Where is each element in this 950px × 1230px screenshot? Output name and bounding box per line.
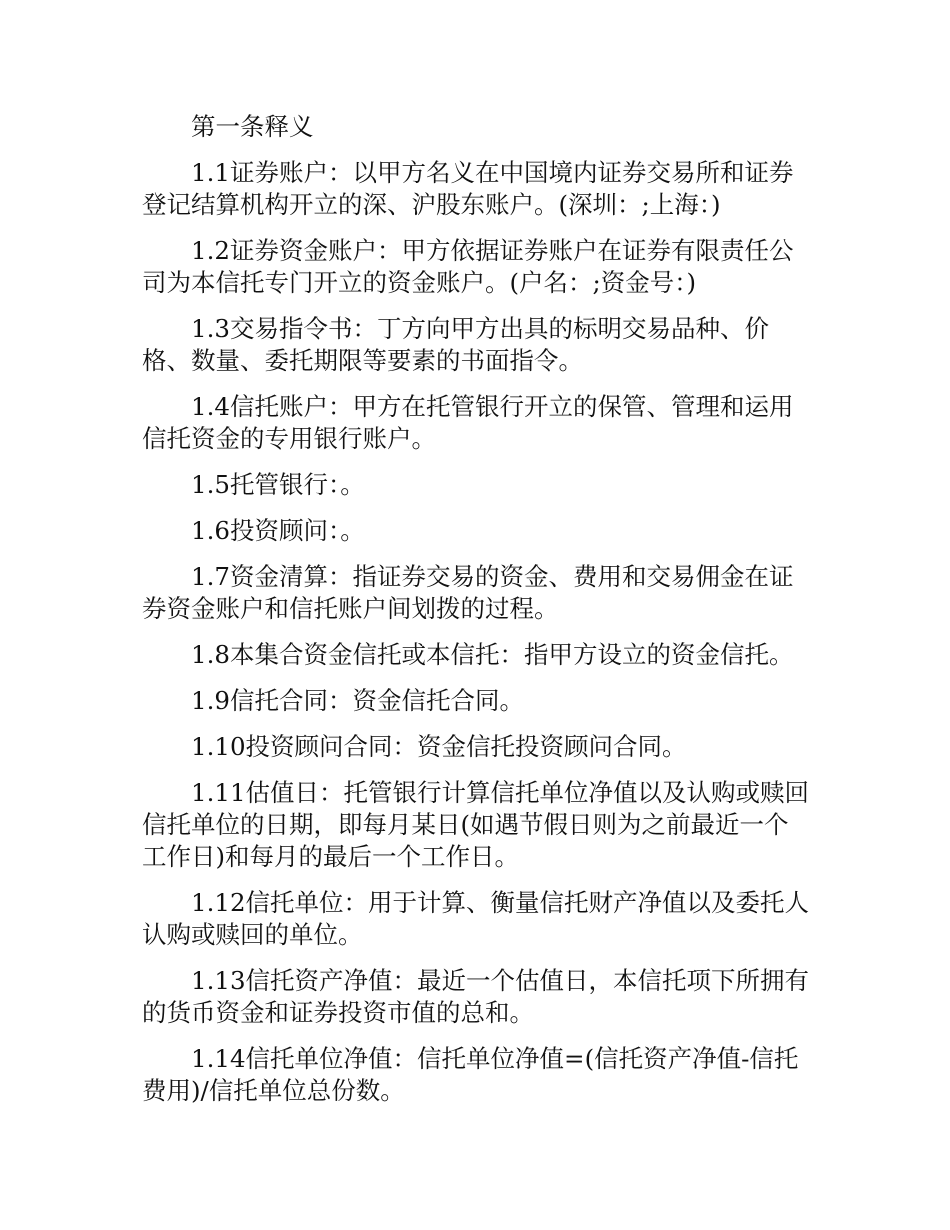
paragraph-1-10: 1.10投资顾问合同：资金信托投资顾问合同。 — [191, 732, 687, 761]
paragraph-1-5: 1.5托管银行：。 — [191, 470, 365, 499]
paragraph-1-3: 1.3交易指令书：丁方向甲方出具的标明交易品种、价格、数量、委托期限等要素的书面指令。 — [142, 314, 769, 375]
section-heading: 第一条释义 — [191, 112, 314, 141]
paragraph-1-1: 1.1证券账户：以甲方名义在中国境内证券交易所和证券登记结算机构开立的深、沪股东账户。(深圳：;上海：) — [142, 158, 794, 219]
paragraph-1-14: 1.14信托单位净值：信托单位净值=(信托资产净值-信托费用)/信托单位总份数。 — [142, 1044, 799, 1105]
paragraph-1-11: 1.11估值日：托管银行计算信托单位净值以及认购或赎回信托单位的日期，即每月某日(如遇节假日则为之前最近一个工作日)和每月的最后一个工作日。 — [142, 778, 810, 871]
paragraph-1-13: 1.13信托资产净值：最近一个估值日，本信托项下所拥有的货币资金和证券投资市值的总和。 — [142, 966, 810, 1027]
paragraph-1-6: 1.6投资顾问：。 — [191, 516, 365, 545]
paragraph-1-9: 1.9信托合同：资金信托合同。 — [191, 686, 524, 715]
paragraph-1-8: 1.8本集合资金信托或本信托：指甲方设立的资金信托。 — [191, 640, 794, 669]
paragraph-1-7: 1.7资金清算：指证券交易的资金、费用和交易佣金在证券资金账户和信托账户间划拨的过程。 — [142, 562, 794, 623]
document-body — [142, 111, 812, 1121]
paragraph-1-4: 1.4信托账户：甲方在托管银行开立的保管、管理和运用信托资金的专用银行账户。 — [142, 392, 794, 453]
paragraph-1-12: 1.12信托单位：用于计算、衡量信托财产净值以及委托人认购或赎回的单位。 — [142, 888, 810, 949]
paragraph-1-2: 1.2证券资金账户：甲方依据证券账户在证券有限责任公司为本信托专门开立的资金账户。(户名：;资金号：) — [142, 236, 794, 297]
